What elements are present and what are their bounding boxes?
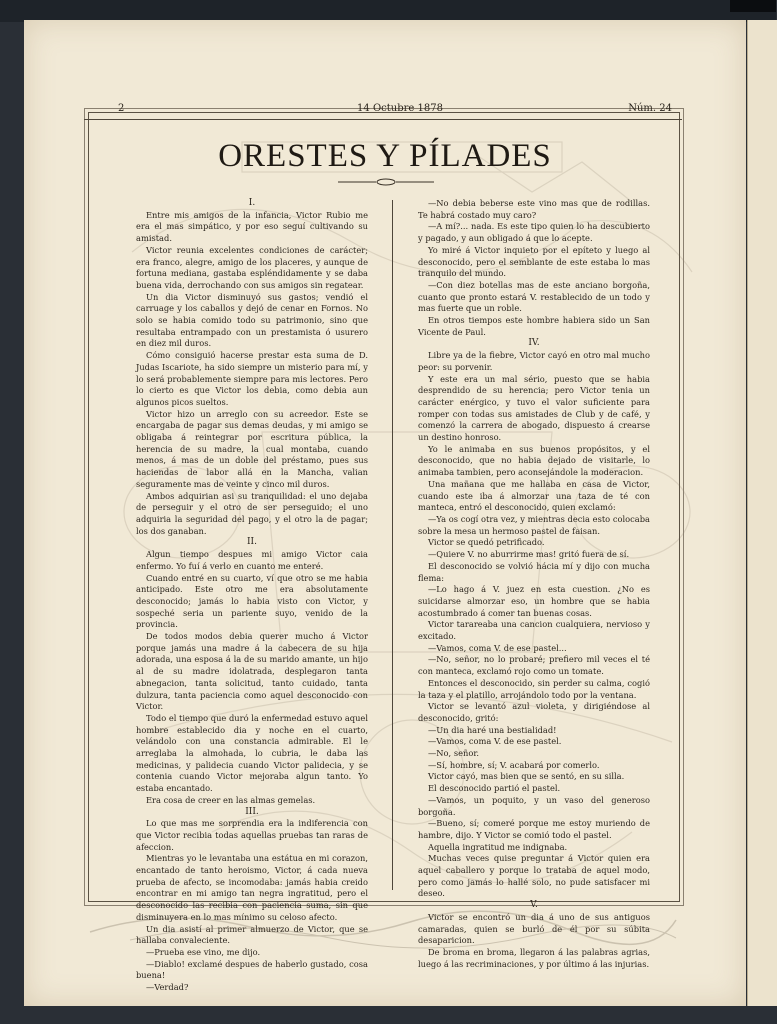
paragraph: Una mañana que me hallaba en casa de Victor, cuando este iba á almorzar una taza de té con manteca, entró el desconocido, quien exclamó: (418, 478, 650, 513)
paragraph: De todos modos debia querer mucho á Victor porque jamás una madre á la cabecera de su hija adorada, una esposa á la de su marido amante, un hijo al de su madre idolatrada, desplegaron tanta abnegacion, tanta solicitud, tanto cuidado, tanta dulzura, tanta paciencia como aquel desconocido con Victor. (136, 631, 368, 712)
paragraph: —No, señor, no lo probaré; prefiero mil veces el té con manteca, exclamó rojo como un tomate. (418, 654, 650, 677)
paragraph: —Bueno, sí; comeré porque me estoy muriendo de hambre, dijo. Y Victor se comió todo el pastel. (418, 818, 650, 840)
paragraph: —A mí?... nada. Es este tipo quien lo ha descubierto y pagado, y aun obligado á que lo acepte. (418, 221, 650, 244)
paragraph: Cuando entré en su cuarto, ví que otro se me habia anticipado. Este otro me era absolutamente desconocido; jamás lo habia visto con Victor, y sospeché seria un pariente suyo, venido de la provincia. (136, 572, 368, 630)
paragraph: Victor reunia excelentes condiciones de carácter; era franco, alegre, amigo de los placeres, y aunque de fortuna mediana, gastaba espléndidamente y se daba buena vida, derrochando con sus amigos sin regatear. (136, 244, 368, 290)
paragraph: —Vamos, un poquito, y un vaso del generoso borgoña. (418, 794, 650, 817)
paragraph: —Ya os cogí otra vez, y mientras decia esto colocaba sobre la mesa un hermoso pastel de faisan. (418, 513, 650, 536)
paragraph: Todo el tiempo que duró la enfermedad estuvo aquel hombre establecido dia y noche en el cuarto, velándolo con una constancia admirable. El le arreglaba la almohada, lo cubria, le daba las medicinas, y palidecia cuando Victor palidecia, y se contenia cuando Victor mejoraba algun tanto. Yo estaba encantado. (136, 712, 368, 794)
section-heading: V. (530, 900, 538, 911)
paragraph: Victor se levantó azul violeta, y dirigiéndose al desconocido, gritó: (418, 701, 650, 723)
paragraph: Libre ya de la fiebre, Victor cayó en otro mal mucho peor: su porvenir. (418, 350, 650, 372)
page-title: ORESTES Y PÍLADES (218, 138, 552, 174)
paragraph: —Sí, hombre, sí; V. acabará por comerlo. (428, 759, 600, 770)
paragraph: Victor hizo un arreglo con su acreedor. Este se encargaba de pagar sus demas deudas, y mi amigo se obligaba á reintegrar por escritura pública, la herencia de su madre, la cual montaba, cuando menos, á mas de un doble del préstamo, pues sus haciendas de labor allá en la Mancha, valian seguramente mas de veinte y cinco mil duros. (136, 408, 368, 489)
paragraph: El desconocido partió el pastel. (428, 783, 561, 794)
right-column (418, 198, 650, 969)
paragraph: Un dia Victor disminuyó sus gastos; vendió el carruage y los caballos y dejó de cenar en Fornos. No solo se habia comido todo su patrimonio, sino que resultaba entrampado con un prestamista ó usurero en diez mil duros. (136, 291, 368, 349)
paragraph: —Lo hago á V. juez en esta cuestion. ¿No es suicidarse almorzar eso, un hombre que se habia acostumbrado á comer tan buenas cosas. (418, 584, 650, 618)
column-divider (392, 200, 393, 890)
paragraph: —Un dia haré una bestialidad! (428, 724, 557, 735)
issue-number: Núm. 24 (628, 103, 672, 114)
paragraph: —No, señor. (428, 748, 480, 759)
paragraph: —Prueba ese vino, me dijo. (146, 947, 261, 957)
paragraph: —Con diez botellas mas de este anciano borgoña, cuanto que pronto estará V. restablecido de un todo y mas fuerte que un roble. (418, 279, 650, 314)
paragraph: En otros tiempos este hombre habiera sido un San Vicente de Paul. (418, 315, 650, 337)
section-heading: IV. (528, 338, 540, 349)
paragraph: Mientras yo le levantaba una estátua en mi corazon, encantado de tanto heroismo, Victor, á cada nueva prueba de afecto, se incomodaba: jamás habia creido encontrar en mi amigo tan negra ingratitud, pero el desconocido las recibia con paciencia suma, sin que disminuyera en lo mas mínimo su celoso afecto. (136, 853, 368, 922)
paragraph: De broma en broma, llegaron á las palabras agrias, luego á las recriminaciones, y por último á las injurias. (418, 947, 650, 969)
paragraph: Un dia asistí al primer almuerzo de Victor, que se hallaba convaleciente. (136, 923, 368, 946)
bottom-illustration (90, 902, 676, 942)
title-ornament (338, 178, 434, 186)
paragraph: —Quiere V. no aburrirme mas! gritó fuera de sí. (428, 549, 630, 560)
paragraph: —No debia beberse este vino mas que de rodillas. Te habrá costado muy caro? (418, 198, 650, 220)
paragraph: Victor se encontró un dia á uno de sus antiguos camaradas, quien se burló de él por su súbita desaparicion. (418, 911, 650, 946)
section-heading: I. (248, 198, 256, 208)
paragraph: Muchas veces quise preguntar á Victor quien era aquel caballero y porque lo trataba de aquel modo, pero como jamás lo hallé solo, no pude satisfacer mi deseo. (418, 853, 650, 899)
paragraph: Y este era un mal sério, puesto que se habia desprendido de su herencia; pero Victor tenia un carácter enérgico, y tuvo el valor suficiente para romper con todas sus amistades de Club y de café, y comenzó la carrera de abogado, dispuesto á crearse un destino honroso. (418, 373, 650, 443)
paragraph: El desconocido se volvió hácia mí y dijo con mucha flema: (418, 560, 650, 583)
paragraph: —Vamos, coma V. de ese pastel... (428, 642, 567, 653)
viewer-top-band (0, 0, 776, 22)
paragraph: Cómo consiguió hacerse prestar esta suma de D. Judas Iscariote, ha sido siempre un misterio para mí, y lo será probablemente siempre para mis lectores. Pero lo cierto es que Victor los debia, como debia aun algunos picos sueltos. (136, 350, 368, 407)
header-rule (84, 119, 682, 120)
paragraph: Entonces el desconocido, sin perder su calma, cogió la taza y el platillo, arrojándolo todo por la ventana. (418, 677, 650, 700)
paragraph: —Verdad? (146, 982, 189, 993)
left-column (136, 198, 368, 993)
paragraph: Era cosa de creer en las almas gemelas. (146, 794, 316, 805)
paragraph: Algun tiempo despues mi amigo Victor caia enfermo. Yo fuí á verlo en cuanto me enteré. (136, 549, 368, 571)
paragraph: Entre mis amigos de la infancia, Victor Rubio me era el mas simpático, y por eso seguí cultivando su amistad. (136, 209, 368, 244)
facing-page-edge (747, 20, 777, 1006)
paragraph: Victor se quedó petrificado. (428, 537, 545, 548)
paragraph: Aquella ingratitud me indignaba. (428, 841, 568, 852)
paragraph: —Diablo! exclamé despues de haberlo gustado, cosa buena! (136, 958, 368, 981)
paragraph: Yo le animaba en sus buenos propósitos, y el desconocido, que no habia dejado de visitarle, lo animaba tambien, pero aconsejándole la moderacion. (418, 443, 650, 478)
paragraph: Ambos adquirian asi su tranquilidad: el uno dejaba de perseguir y el otro de ser perseguido; el uno adquiria la seguridad del pago, y el otro la de pagar; los dos ganaban. (136, 490, 368, 536)
paragraph: Yo miré á Victor inquieto por el epíteto y luego al desconocido, pero el semblante de este estaba lo mas tranquilo del mundo. (418, 244, 650, 279)
paragraph: Victor tarareaba una cancion cualquiera, nervioso y excitado. (418, 619, 650, 642)
paragraph: Lo que mas me sorprendia era la indiferencia con que Victor recibia todas aquellas pruebas tan raras de afeccion. (136, 818, 368, 852)
paragraph: Victor cayó, mas bien que se sentó, en su silla. (428, 771, 625, 782)
section-heading: II. (247, 537, 257, 548)
paragraph: —Vamos, coma V. de ese pastel. (428, 736, 562, 747)
issue-date: 14 Octubre 1878 (357, 103, 443, 114)
section-heading: III. (245, 806, 259, 817)
viewer-corner-tab (730, 0, 776, 12)
page-number: 2 (118, 103, 125, 114)
